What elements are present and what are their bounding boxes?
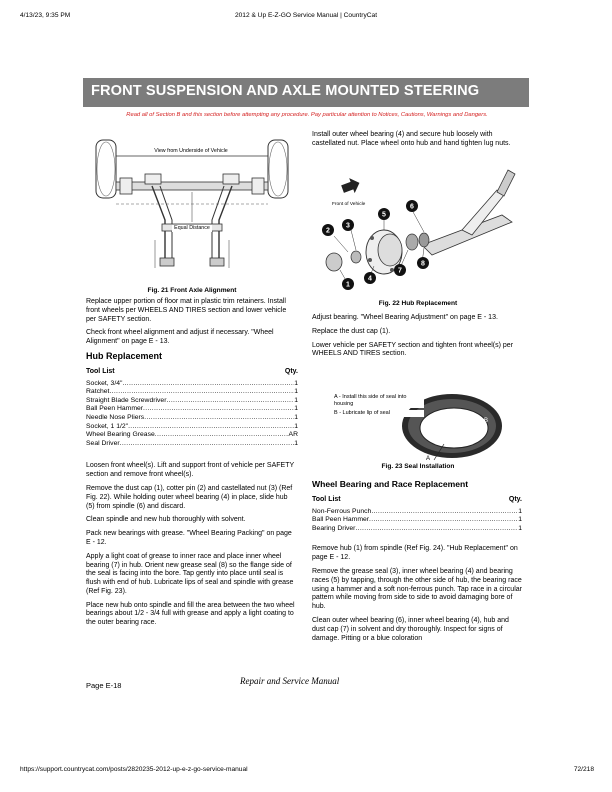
tool-name: Bearing Driver (312, 524, 356, 532)
paragraph: Replace the dust cap (1). (312, 327, 391, 335)
label-equal-distance: Equal Distance (172, 225, 212, 232)
tool-name: Socket, 3/4" (86, 379, 123, 387)
tool-row (312, 516, 522, 525)
tool-list-label: Tool List (312, 495, 341, 503)
callout-5: 5 (382, 211, 386, 219)
page-number: Page E-18 (86, 681, 122, 690)
tool-qty: 1 (294, 379, 298, 387)
callout-6: 6 (410, 203, 414, 211)
tool-list-header (86, 368, 298, 377)
tool-row (86, 388, 298, 397)
qty-label: Qty. (284, 367, 298, 375)
tool-row (86, 405, 298, 414)
tool-qty: 1 (518, 524, 522, 532)
paragraph: Place new hub onto spindle and fill the area between the two wheel bearings about 1/2 - 3/4 full with grease and apply a light coating to the outer bearing race. (86, 601, 295, 627)
tool-qty: 1 (294, 439, 298, 447)
figure-22-caption: Fig. 22 Hub Replacement (378, 300, 458, 307)
figure-21-caption: Fig. 21 Front Axle Alignment (147, 287, 237, 294)
callout-2: 2 (326, 227, 330, 235)
tool-name: Ratchet (86, 388, 110, 396)
section-banner (83, 78, 529, 107)
label-front-of-vehicle: Front of Vehicle (332, 202, 366, 207)
paragraph: Clean outer wheel bearing (6), inner wheel bearing (4), hub and dust cap (7) in solvent and dry thoroughly. Inspect for signs of damage. Pitting or a blue coloration (312, 616, 509, 642)
tool-row (312, 508, 522, 517)
paragraph: Check front wheel alignment and adjust if necessary. "Wheel Alignment" on page E - 13. (86, 329, 274, 346)
paragraph: Lower vehicle per SAFETY section and tighten front wheel(s) per WHEELS AND TIRES section. (312, 341, 514, 358)
tool-name: Seal Driver (86, 439, 120, 447)
section-title: FRONT SUSPENSION AND AXLE MOUNTED STEERING (91, 83, 480, 99)
paragraph: Replace upper portion of floor mat in plastic trim retainers. Install front wheels per WHEELS AND TIRES section and lower vehicle per SAFETY section. (86, 298, 287, 323)
tool-list-header (312, 496, 522, 505)
hub-exploded-diagram (312, 160, 524, 295)
paragraph: Remove the dust cap (1), cotter pin (2) and castellated nut (3) (Ref Fig. 22). While holding outer wheel bearing (4) in place, slide hub (5) from spindle (6) and discard. (86, 484, 293, 510)
tool-name: Ball Peen Hammer (312, 516, 370, 524)
tool-name: Wheel Bearing Grease (86, 431, 155, 439)
tool-row (86, 431, 298, 440)
qty-label: Qty. (508, 495, 522, 503)
right-intro (312, 131, 522, 154)
label-view-underside: View from Underside of Vehicle (154, 148, 228, 154)
manual-title: Repair and Service Manual (240, 676, 340, 686)
callout-7: 7 (398, 267, 402, 275)
tool-row (86, 397, 298, 406)
tool-qty: 1 (294, 396, 298, 404)
tool-qty: 1 (294, 422, 298, 430)
paragraph: Apply a light coat of grease to inner race and place inner wheel bearing (7) in hub. Orient new grease seal (8) so the flange side of the seal is facing into the bore. Tap gently into place until seal is flush with end of hub. Lubricate lips of seal and spindle with grease (Ref Fig. 23). (86, 552, 294, 595)
tool-qty: 1 (294, 388, 298, 396)
paragraph: Remove the grease seal (3), inner wheel bearing (4) and bearing races (5) by tapping, through the other side of hub, the bearing race using a hammer and a soft non-ferrous punch. Tap race in a circular pattern while moving from side to side to avoid damaging bore of hub. (312, 567, 522, 611)
tool-row (86, 423, 298, 432)
tool-qty: 1 (294, 413, 298, 421)
paragraph: Pack new bearings with grease. "Wheel Bearing Packing" on page E - 12. (86, 530, 292, 546)
tool-row (86, 440, 298, 449)
figure-front-axle-alignment (90, 130, 298, 285)
tool-list (312, 508, 522, 534)
tool-qty: 1 (294, 405, 298, 413)
callout-1: 1 (346, 281, 350, 289)
tool-row (312, 525, 522, 534)
right-mid (312, 314, 524, 364)
tool-list-label: Tool List (86, 367, 115, 375)
figure-hub-replacement (312, 160, 524, 295)
tool-row (86, 380, 298, 389)
tool-name: Non-Ferrous Punch (312, 507, 372, 515)
label-install-side: A - Install this side of seal into housing (334, 394, 424, 408)
marker-b: B (484, 418, 489, 424)
figure-seal-installation (320, 382, 520, 462)
source-url-link[interactable]: https://support.countrycat.com/posts/2820235-2012-up-e-z-go-service-manual (20, 766, 248, 773)
right-bottom (312, 478, 522, 648)
tool-name: Ball Peen Hammer (86, 405, 144, 413)
tool-name: Socket, 1 1/2" (86, 422, 129, 430)
tool-name: Needle Nose Pliers (86, 413, 145, 421)
paragraph: Clean spindle and new hub thoroughly with solvent. (86, 516, 246, 524)
label-lubricate-lip: B - Lubricate lip of seal (334, 410, 424, 417)
paragraph: Loosen front wheel(s). Lift and support front of vehicle per SAFETY section and remove front wheel(s). (86, 462, 295, 479)
marker-a: A (426, 456, 431, 462)
safety-notice: Read all of Section B and this section before attempting any procedure. Pay particular attention to Notices, Cautions, Warnings and Dangers. (126, 112, 488, 118)
tool-qty: AR (288, 431, 298, 439)
section-heading-hub-replacement: Hub Replacement (86, 350, 163, 361)
paragraph: Remove hub (1) from spindle (Ref Fig. 24). "Hub Replacement" on page E - 12. (312, 545, 518, 562)
print-datetime: 4/13/23, 9:35 PM (20, 12, 71, 19)
print-title: 2012 & Up E-Z-GO Service Manual | CountryCat (234, 12, 378, 19)
callout-8: 8 (421, 260, 425, 268)
figure-23-caption: Fig. 23 Seal Installation (381, 463, 455, 470)
tool-name: Straight Blade Screwdriver (86, 396, 167, 404)
paragraph: Install outer wheel bearing (4) and secure hub loosely with castellated nut. Place wheel onto hub and hand tighten lug nuts. (312, 131, 511, 147)
print-page-count: 72/218 (573, 766, 594, 773)
left-column (86, 298, 298, 633)
callout-3: 3 (346, 222, 350, 230)
callout-4: 4 (368, 275, 372, 283)
tool-list (86, 380, 298, 449)
paragraph: Adjust bearing. "Wheel Bearing Adjustment" on page E - 13. (312, 314, 498, 321)
tool-qty: 1 (518, 516, 522, 524)
section-heading-wheel-bearing: Wheel Bearing and Race Replacement (312, 479, 469, 489)
tool-qty: 1 (518, 507, 522, 515)
tool-row (86, 414, 298, 423)
